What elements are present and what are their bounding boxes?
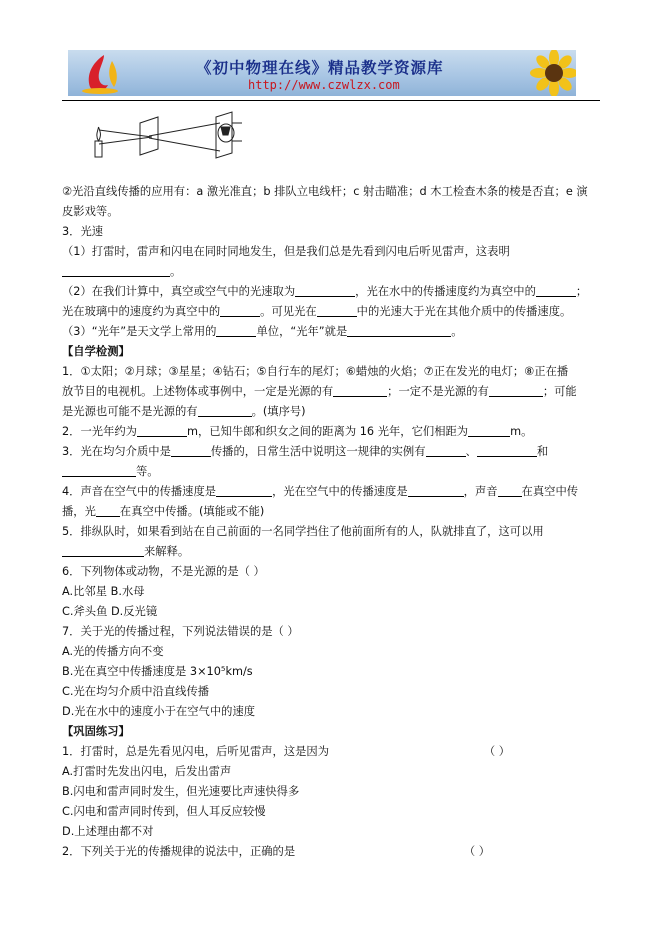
text-segment: 2．一光年约为 [62,425,137,438]
section-heading [62,722,602,742]
text-line [62,282,602,302]
text-line [62,662,602,682]
answer-blank[interactable] [295,284,355,297]
text-segment: 来解释。 [144,545,190,558]
answer-blank[interactable] [408,484,464,497]
text-segment: 。可见光在 [260,305,317,318]
text-line [62,842,602,862]
text-line [62,182,602,202]
text-segment: 光在玻璃中的速度约为真空中的 [62,305,221,318]
text-segment: 、 [465,445,477,458]
text-segment: D.上述理由都不对 [62,825,154,838]
text-segment: 。 [170,265,182,278]
text-segment: 2．下列关于光的传播规律的说法中，正确的是 [62,845,296,858]
text-line [62,322,602,342]
text-segment: ； [575,285,588,298]
text-segment: 传播的，日常生活中说明这一规律的实例有 [210,445,426,458]
text-segment: 6．下列物体或动物，不是光源的是（ ） [62,565,265,578]
text-line [62,562,602,582]
text-line [62,542,602,562]
text-segment: ，声音 [463,485,498,498]
answer-blank[interactable] [62,264,170,277]
text-line [62,242,602,262]
text-segment: 播，光 [62,505,96,518]
text-segment: 皮影戏等。 [62,205,119,218]
text-segment: C.闪电和雷声同时传到，但人耳反应较慢 [62,805,266,818]
answer-blank[interactable] [333,384,387,397]
site-logo-icon [74,51,126,95]
text-segment: 3．光速 [62,225,104,238]
text-segment: 3．光在均匀介质中是 [62,445,171,458]
text-segment: 等。 [136,465,159,478]
text-segment: B.闪电和雷声同时发生，但光速要比声速快得多 [62,785,300,798]
text-segment: C.斧头鱼 D.反光镜 [62,605,158,618]
text-segment: ，光在空气中的传播速度是 [272,485,408,498]
answer-blank[interactable] [468,424,510,437]
text-segment: B.光在真空中传播速度是 3×10⁵km/s [62,665,253,678]
text-line [62,742,602,762]
text-segment: ；一定不是光源的有 [387,385,489,398]
text-segment: ②光沿直线传播的应用有：a 激光准直；b 排队立电线杆；c 射击瞄准；d 木工检查木条的棱是否直；e 演 [62,185,588,198]
text-segment: A.光的传播方向不变 [62,645,164,658]
answer-bracket[interactable]: （ ） [483,745,510,758]
answer-blank[interactable] [220,304,260,317]
text-segment: ，光在水中的传播速度约为真空中的 [355,285,536,298]
answer-blank[interactable] [536,284,576,297]
text-segment: 1．①太阳；②月球；③星星；④钻石；⑤自行车的尾灯；⑥蜡烛的火焰；⑦正在发光的电灯；⑧正在播 [62,365,569,378]
text-segment: 4．声音在空气中的传播速度是 [62,485,217,498]
text-segment: 放节目的电视机。上述物体或事例中，一定是光源的有 [62,385,334,398]
text-segment: D.光在水中的速度小于在空气中的速度 [62,705,256,718]
text-segment: 【自学检测】 [62,345,130,358]
text-segment: 1．打雷时，总是先看见闪电，后听见雷声，这是因为 [62,745,330,758]
answer-blank[interactable] [96,504,120,517]
answer-blank[interactable] [489,384,543,397]
text-line [62,362,602,382]
text-line [62,642,602,662]
text-line [62,602,602,622]
text-line [62,622,602,642]
answer-blank[interactable] [62,544,144,557]
text-segment: A.打雷时先发出闪电，后发出雷声 [62,765,232,778]
text-segment: （1）打雷时，雷声和闪电在同时同地发生，但是我们总是先看到闪电后听见雷声，这表明 [62,245,510,258]
text-line [62,802,602,822]
text-line [62,262,602,282]
text-line [62,762,602,782]
text-segment: 在真空中传播。(填能或不能) [119,505,265,518]
text-segment: 。(填序号) [251,405,306,418]
text-segment: 中的光速大于光在其他介质中的传播速度。 [356,305,572,318]
text-segment: 和 [536,445,549,458]
text-segment: 是光源也可能不是光源的有 [62,405,198,418]
answer-blank[interactable] [216,324,256,337]
answer-blank[interactable] [347,324,451,337]
answer-blank[interactable] [216,484,272,497]
text-segment: 单位，“光年”就是 [256,325,348,338]
text-segment: m。 [510,425,533,438]
answer-blank[interactable] [498,484,522,497]
text-segment: C.光在均匀介质中沿直线传播 [62,685,210,698]
text-segment: 。 [451,325,463,338]
text-line [62,422,602,442]
text-line [62,482,602,502]
header-banner [68,50,576,96]
text-segment: 5．排纵队时，如果看到站在自己前面的一名同学挡住了他前面所有的人，队就排直了，这可以用 [62,525,544,538]
header-rule [62,100,600,101]
sunflower-icon [524,50,576,96]
text-segment: 【巩固练习】 [62,725,130,738]
text-segment: 在真空中传 [521,485,579,498]
pinhole-camera-diagram [92,111,252,163]
answer-blank[interactable] [137,424,187,437]
text-segment: A.比邻星 B.水母 [62,585,145,598]
text-line [62,442,602,462]
document-body [62,182,602,862]
text-segment: ；可能 [542,385,577,398]
answer-blank[interactable] [198,404,252,417]
text-line [62,222,602,242]
answer-blank[interactable] [317,304,357,317]
text-line [62,522,602,542]
text-line [62,702,602,722]
banner-url: http://www.czwlzx.com [248,78,400,92]
answer-blank[interactable] [171,444,211,457]
answer-bracket[interactable]: （ ） [463,845,490,858]
text-line [62,402,602,422]
text-line [62,382,602,402]
text-segment: m，已知牛郎和织女之间的距离为 16 光年，它们相距为 [186,425,469,438]
section-heading [62,342,602,362]
text-line [62,302,602,322]
text-line [62,822,602,842]
text-segment: 7．关于光的传播过程，下列说法错误的是（ ） [62,625,299,638]
text-line [62,202,602,222]
answer-blank[interactable] [426,444,466,457]
text-line [62,782,602,802]
answer-blank[interactable] [477,444,537,457]
text-segment: （2）在我们计算中，真空或空气中的光速取为 [62,285,296,298]
text-line [62,462,602,482]
answer-blank[interactable] [62,464,136,477]
text-segment: （3）“光年”是天文学上常用的 [62,325,217,338]
text-line [62,582,602,602]
text-line [62,502,602,522]
text-line [62,682,602,702]
banner-title: 《初中物理在线》精品教学资源库 [196,58,444,77]
